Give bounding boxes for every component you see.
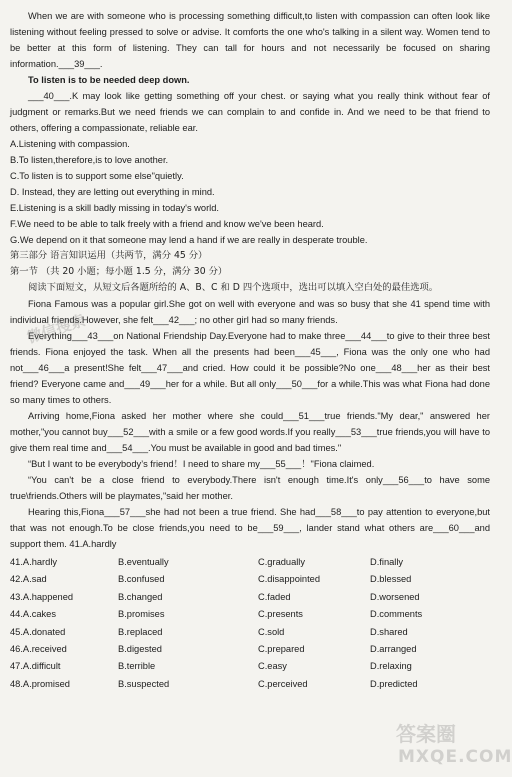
answer-cell: 44.A.cakes: [10, 609, 56, 620]
answer-cell: D.relaxing: [370, 661, 412, 672]
answer-cell: 42.A.sad: [10, 574, 47, 585]
cloze-paragraph-6: Hearing this,Fiona___57___she had not been a true friend. She had___58___to pay attention to everyone,but that was not enough.To be close friends,you need to be___59___, lander stand what others are___60___and support them. 41.A.hardly: [10, 507, 490, 549]
answer-cell: C.gradually: [258, 557, 306, 567]
answer-cell: C.faded: [258, 591, 291, 602]
answer-cell: B.confused: [118, 574, 165, 585]
answer-row-43: [10, 589, 490, 606]
answer-cell: C.easy: [258, 661, 287, 672]
option-a: A.Listening with compassion.: [10, 139, 130, 149]
answer-cell: C.presents: [258, 609, 303, 620]
option-g: G.We depend on it that someone may lend a hand if we are really in desperate trouble.: [10, 235, 368, 245]
answer-row-46: [10, 641, 490, 658]
answer-cell: B.terrible: [118, 661, 156, 672]
watermark-wechat-text: 微信搜索: [24, 311, 88, 347]
answer-row-44: [10, 606, 490, 623]
cloze-paragraph-1: Fiona Famous was a popular girl.She got on well with everyone and was so busy that she 41 spend time with individual friends.However, she felt___42___; no other girl had so many friends.: [10, 299, 490, 325]
answer-row-47: [10, 658, 490, 675]
answer-cell: B.suspected: [118, 678, 170, 689]
cloze-instructions: 阅读下面短文，从短文后各题所给的 A、B、C 和 D 四个选项中，选出可以填入空白处的最佳选项。: [28, 282, 439, 293]
answer-cell: B.promises: [118, 609, 165, 620]
answer-options-table: [10, 554, 490, 693]
answer-row-45: [10, 624, 490, 641]
option-d: D. Instead, they are letting out everything in mind.: [10, 187, 215, 197]
cloze-paragraph-3: Arriving home,Fiona asked her mother where she could___51___true friends."My dear," answered her mother,"you cannot buy___52___with a smile or a few good words.If you really___53___true friends,you will have to give them real time and___54___.You must be available in good and bad times.": [10, 411, 490, 453]
option-b: B.To listen,therefore,is to love another.: [10, 155, 169, 165]
answer-cell: C.sold: [258, 626, 285, 637]
answer-cell: D.worsened: [370, 591, 420, 602]
answer-cell: D.finally: [370, 557, 404, 567]
answer-cell: D.comments: [370, 609, 423, 620]
watermark-logo-text: 答案圈: [396, 722, 456, 746]
answer-cell: 43.A.happened: [10, 591, 74, 602]
section-part3-heading: 第三部分 语言知识运用（共两节，满分 45 分）: [10, 250, 208, 261]
passage-heading: To listen is to be needed deep down.: [28, 75, 190, 85]
section-1-heading: 第一节 （共 20 小题；每小题 1.5 分，满分 30 分）: [10, 266, 228, 277]
answer-cell: 48.A.promised: [10, 678, 70, 689]
watermark-domain-text: MXQE.COM: [398, 747, 512, 767]
answer-cell: B.eventually: [118, 557, 169, 567]
answer-row-41: [10, 554, 490, 571]
option-e: E.Listening is a skill badly missing in today's world.: [10, 203, 219, 213]
answer-cell: B.digested: [118, 644, 162, 655]
passage-paragraph-2: ___40___.K may look like getting something off your chest. or saying what you really think without fear of judgment or remarks.But we need friends we can complain to and confide in. And we need to be that friend to others, offering a compassionate, reliable ear.: [10, 91, 490, 133]
option-c: C.To listen is to support some else"quietly.: [10, 171, 184, 181]
option-f: F.We need to be able to talk freely with a friend and know we've been heard.: [10, 219, 324, 229]
answer-cell: B.replaced: [118, 626, 163, 637]
cloze-paragraph-5: “You can't be a close friend to everybody.There isn't enough time.It's only___56___to have some true\friends.Others will be playmates,"said her mother.: [10, 475, 490, 501]
answer-cell: 47.A.difficult: [10, 661, 61, 672]
answer-cell: 45.A.donated: [10, 626, 66, 637]
cloze-paragraph-2: Everything___43___on National Friendship Day.Everyone had to make three___44___to give to their three best friends. Fiona enjoyed the task. When all the presents had been___45___, Fiona was the only one who had not___46___a present!She felt___47___and cried. How could it be possible?No one___48___her as their best friend? Everyone came and___49___her for a while. But all only___50___for a while.This was what Fiona had done so many times to others.: [10, 331, 490, 405]
answer-cell: D.arranged: [370, 644, 417, 655]
answer-cell: C.prepared: [258, 644, 305, 655]
answer-cell: D.shared: [370, 626, 408, 637]
passage-paragraph-1: When we are with someone who is processing something difficult,to listen with compassion can often look like listening without feeling pressed to solve or advise. It comforts the one who's talking in a silent way. Women tend to be better at this form of listening. They can tall for hours and not necessarily be focused on sharing information.___39___.: [10, 11, 490, 69]
cloze-paragraph-4: “But I want to be everybody’s friend！I need to share my___55___！"Fiona claimed.: [28, 459, 375, 469]
answer-cell: B.changed: [118, 591, 163, 602]
answer-cell: 46.A.received: [10, 644, 67, 655]
answer-cell: 41.A.hardly: [10, 557, 58, 567]
answer-cell: C.perceived: [258, 678, 308, 689]
answer-row-48: [10, 676, 490, 693]
answer-cell: D.predicted: [370, 678, 418, 689]
seven-options-list: [10, 136, 490, 248]
answer-row-42: [10, 571, 490, 588]
answer-cell: D.blessed: [370, 574, 412, 585]
answer-cell: C.disappointed: [258, 574, 321, 585]
